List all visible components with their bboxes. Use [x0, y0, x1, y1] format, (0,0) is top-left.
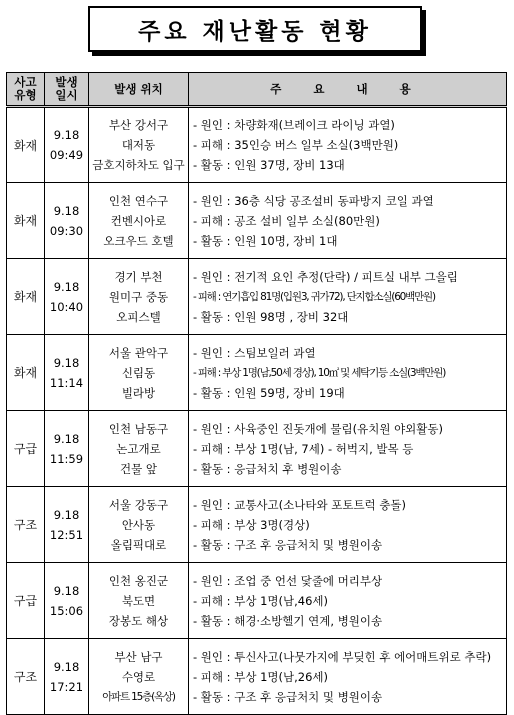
location-line: 인천 옹진군 [108, 573, 169, 588]
detail-line: - 피해 : 부상 1명(남,50세 경상), 10㎡ 및 세탁기등 소실(3백만원) [193, 366, 446, 379]
detail-line: - 피해 : 부상 1명(남,46세) [193, 593, 328, 608]
detail-line: - 피해 : 부상 1명(남,26세) [193, 669, 328, 684]
location-line: 건물 앞 [120, 461, 157, 476]
incident-time: 15:06 [49, 603, 84, 618]
incident-date: 9.18 [53, 355, 80, 370]
header-time-line2: 일시 [55, 88, 78, 102]
incident-time: 12:51 [49, 527, 84, 542]
header-type-line1: 사고 [14, 75, 37, 89]
detail-line: - 피해 : 부상 3명(경상) [193, 517, 310, 532]
location-line: 부산 남구 [114, 649, 163, 664]
incident-date: 9.18 [53, 128, 80, 142]
incident-location [89, 563, 189, 639]
header-type [7, 73, 45, 107]
detail-line: - 원인 : 차량화재(브레이크 라이닝 과열) [193, 118, 395, 132]
detail-line: - 원인 : 36층 식당 공조설비 동파방지 코일 과열 [193, 193, 434, 208]
table-row [7, 107, 507, 183]
incident-datetime [45, 487, 89, 563]
disaster-activity-table [6, 72, 507, 715]
incident-details [189, 563, 507, 639]
incident-location [89, 639, 189, 715]
header-time [45, 73, 89, 107]
location-line: 부산 강서구 [108, 118, 169, 132]
incident-location [89, 335, 189, 411]
incident-datetime [45, 107, 89, 183]
location-line: 올림픽대로 [110, 537, 167, 552]
incident-type: 화재 [7, 335, 45, 411]
page-title: 주요 재난활동 현황 [138, 18, 372, 45]
location-line: 수영로 [121, 669, 156, 684]
detail-line: - 피해 : 연기흡입 81명(입원3, 귀가72), 단지합소실(60백만원) [193, 290, 435, 303]
incident-time: 09:49 [49, 148, 84, 162]
incident-datetime [45, 563, 89, 639]
detail-line: - 활동 : 해경·소방헬기 연계, 병원이송 [193, 613, 383, 628]
detail-line: - 활동 : 응급처치 후 병원이송 [193, 461, 342, 476]
incident-type: 화재 [7, 183, 45, 259]
incident-details [189, 183, 507, 259]
incident-date: 9.18 [53, 431, 80, 446]
location-line: 경기 부천 [114, 269, 163, 284]
incident-datetime [45, 183, 89, 259]
location-line: 서울 관악구 [108, 345, 169, 360]
location-line: 안사동 [121, 517, 156, 532]
detail-line: - 활동 : 인원 59명, 장비 19대 [193, 385, 345, 400]
detail-line: - 원인 : 스팀보일러 과열 [193, 345, 316, 360]
detail-line: - 활동 : 인원 98명 , 장비 32대 [193, 309, 349, 324]
header-type-line2: 유형 [14, 88, 37, 102]
detail-line: - 피해 : 부상 1명(남, 7세) - 허벅지, 발목 등 [193, 441, 414, 456]
incident-details [189, 259, 507, 335]
table-row [7, 563, 507, 639]
incident-location [89, 259, 189, 335]
table-row [7, 259, 507, 335]
incident-date: 9.18 [53, 659, 80, 674]
header-location: 발생 위치 [89, 73, 189, 107]
header-time-line1: 발생 [55, 75, 78, 89]
table-header-row [7, 73, 507, 107]
incident-location [89, 183, 189, 259]
location-line: 신림동 [121, 365, 156, 380]
location-line: 빌라방 [121, 385, 156, 400]
incident-datetime [45, 335, 89, 411]
header-content: 주 요 내 용 [189, 73, 507, 107]
location-line: 컨벤시아로 [110, 213, 167, 228]
detail-line: - 활동 : 인원 10명, 장비 1대 [193, 233, 338, 248]
detail-line: - 원인 : 조업 중 언선 닻줄에 머리부상 [193, 573, 383, 588]
incident-details [189, 487, 507, 563]
incident-type: 화재 [7, 107, 45, 183]
detail-line: - 피해 : 공조 설비 일부 소실(80만원) [193, 213, 380, 228]
table-row [7, 639, 507, 715]
incident-type: 화재 [7, 259, 45, 335]
incident-location [89, 107, 189, 183]
incident-type: 구조 [7, 487, 45, 563]
location-line: 아파트 15층(옥상) [102, 690, 175, 703]
detail-line: - 피해 : 35인승 버스 일부 소실(3백만원) [193, 138, 399, 152]
incident-time: 11:59 [49, 451, 84, 466]
location-line: 오피스텔 [116, 309, 161, 324]
location-line: 서울 강동구 [108, 497, 169, 512]
detail-line: - 원인 : 사육중인 진돗개에 물림(유치원 야외활동) [193, 421, 443, 436]
location-line: 논고개로 [116, 441, 161, 456]
incident-date: 9.18 [53, 507, 80, 522]
location-line: 오크우드 호텔 [103, 233, 174, 248]
incident-time: 10:40 [49, 299, 84, 314]
detail-line: - 활동 : 인원 37명, 장비 13대 [193, 158, 345, 172]
incident-datetime [45, 639, 89, 715]
incident-datetime [45, 259, 89, 335]
incident-time: 17:21 [49, 679, 84, 694]
incident-location [89, 487, 189, 563]
table-row [7, 487, 507, 563]
detail-line: - 원인 : 전기적 요인 추정(단락) / 피트실 내부 그을림 [193, 269, 458, 284]
incident-date: 9.18 [53, 583, 80, 598]
detail-line: - 활동 : 구조 후 응급처치 및 병원이송 [193, 689, 383, 704]
location-line: 금호지하차도 입구 [92, 158, 185, 172]
incident-location [89, 411, 189, 487]
table-row [7, 183, 507, 259]
table-row [7, 335, 507, 411]
location-line: 장봉도 해상 [108, 613, 169, 628]
incident-type: 구조 [7, 639, 45, 715]
location-line: 북도면 [121, 593, 156, 608]
location-line: 대저동 [121, 138, 156, 152]
location-line: 인천 연수구 [108, 193, 169, 208]
incident-details [189, 411, 507, 487]
incident-time: 11:14 [49, 375, 84, 390]
location-line: 인천 남동구 [108, 421, 169, 436]
incident-type: 구급 [7, 411, 45, 487]
incident-type: 구급 [7, 563, 45, 639]
location-line: 원미구 중동 [108, 289, 169, 304]
incident-details [189, 107, 507, 183]
incident-date: 9.18 [53, 279, 80, 294]
detail-line: - 원인 : 투신사고(나뭇가지에 부딪힌 후 에어매트위로 추락) [193, 649, 492, 664]
incident-time: 09:30 [49, 223, 84, 238]
incident-datetime [45, 411, 89, 487]
table-row [7, 411, 507, 487]
incident-details [189, 335, 507, 411]
incident-date: 9.18 [53, 203, 80, 218]
detail-line: - 활동 : 구조 후 응급처치 및 병원이송 [193, 537, 383, 552]
title-box [88, 6, 422, 52]
incident-details [189, 639, 507, 715]
detail-line: - 원인 : 교통사고(소나타와 포토트럭 충돌) [193, 497, 407, 512]
